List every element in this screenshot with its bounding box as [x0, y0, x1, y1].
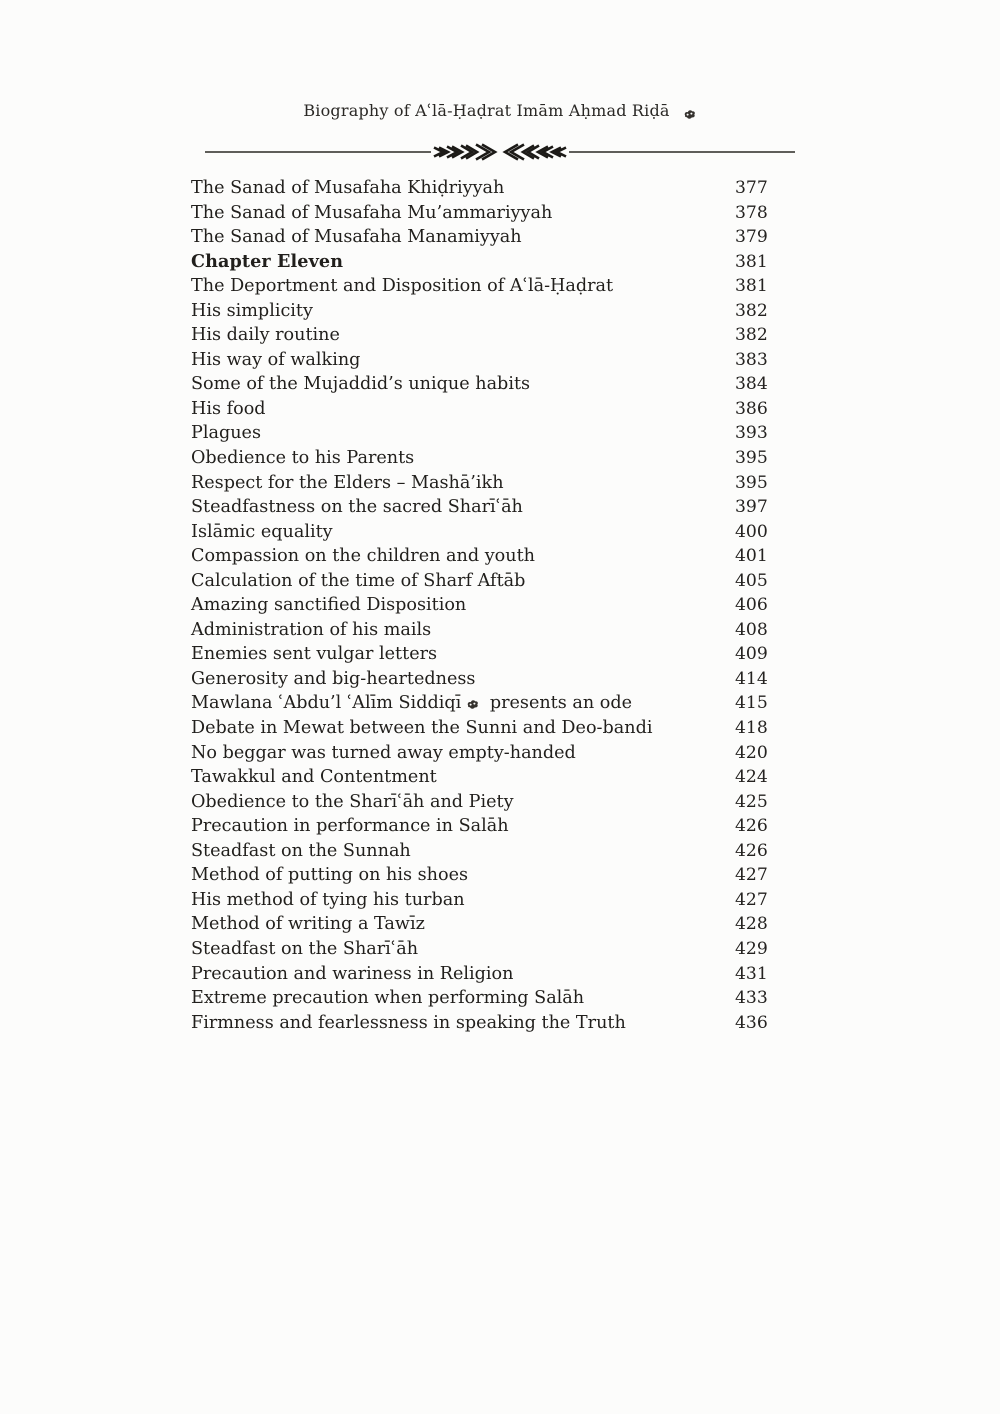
- toc-entry-page: 386: [735, 398, 768, 419]
- toc-entry-page: 427: [735, 889, 768, 910]
- toc-entry-page: 424: [735, 767, 768, 788]
- toc-entry-title: Firmness and fearlessness in speaking the Truth: [191, 1012, 626, 1033]
- toc-entry: [191, 495, 791, 520]
- toc-entry-title: Generosity and big-heartedness: [191, 668, 476, 689]
- toc-entry-page: 433: [735, 988, 768, 1009]
- toc-entry: [191, 446, 791, 471]
- toc-entry-title: The Deportment and Disposition of Aʿlā-Ḥaḍrat: [191, 276, 614, 297]
- toc-entry-title: Obedience to the Sharīʿāh and Piety: [191, 791, 514, 812]
- toc-entry-title: Some of the Mujaddid’s unique habits: [191, 374, 531, 395]
- toc-entry-title: His daily routine: [191, 325, 340, 346]
- toc-entry: [191, 544, 791, 569]
- toc-entry-page: 415: [735, 693, 768, 714]
- toc-entry-title: Obedience to his Parents: [191, 448, 415, 469]
- toc-entry-page: 409: [735, 644, 768, 665]
- toc-entry-title: Debate in Mewat between the Sunni and Deo-bandi: [191, 718, 653, 739]
- toc-entry: [191, 569, 791, 594]
- toc-entry-title: Method of writing a Tawīz: [191, 914, 425, 935]
- toc-entry: [191, 667, 791, 692]
- toc-entry: [191, 962, 791, 987]
- toc-entry-page: 381: [735, 251, 768, 272]
- toc-entry: [191, 201, 791, 226]
- toc-entry-page: 405: [735, 570, 768, 591]
- toc-entry-title: The Sanad of Musafaha Mu’ammariyyah: [191, 202, 553, 223]
- toc-entry-page: 428: [735, 914, 768, 935]
- toc-entry-page: 431: [735, 963, 768, 984]
- toc-entry-page: 381: [735, 276, 768, 297]
- toc-entry: [191, 520, 791, 545]
- toc-entry: [191, 937, 791, 962]
- toc-entry-page: 397: [735, 497, 768, 518]
- toc-entry-page: 382: [735, 300, 768, 321]
- toc-entry: [191, 397, 791, 422]
- honorific-seal-icon: [682, 107, 697, 120]
- toc-entry: [191, 176, 791, 201]
- toc-entry: [191, 299, 791, 324]
- toc-entry-page: 420: [735, 742, 768, 763]
- toc-entry-page: 395: [735, 448, 768, 469]
- toc-entry-title: His method of tying his turban: [191, 889, 465, 910]
- toc-entry-title: Tawakkul and Contentment: [191, 767, 437, 788]
- ornamental-divider: [205, 141, 795, 163]
- toc-entry-title: His simplicity: [191, 300, 313, 321]
- divider-ornament-icon: [205, 141, 795, 163]
- toc-entry-page: 425: [735, 791, 768, 812]
- toc-entry-title: Calculation of the time of Sharf Aftāb: [191, 570, 526, 591]
- toc-entry-page: 382: [735, 325, 768, 346]
- toc-entry-title: Enemies sent vulgar letters: [191, 644, 438, 665]
- toc-entry: [191, 716, 791, 741]
- toc-entry: [191, 912, 791, 937]
- toc-entry-title: The Sanad of Musafaha Manamiyyah: [191, 227, 522, 248]
- toc-entry-page: 393: [735, 423, 768, 444]
- toc-entry-page: 426: [735, 816, 768, 837]
- toc-entry-title: Plagues: [191, 423, 261, 444]
- toc-entry: [191, 765, 791, 790]
- toc-entry: [191, 372, 791, 397]
- toc-entry: [191, 814, 791, 839]
- toc-entry: [191, 421, 791, 446]
- toc-entry: [191, 642, 791, 667]
- toc-entry: [191, 618, 791, 643]
- toc-entry: [191, 986, 791, 1011]
- toc-entry-page: 436: [735, 1012, 768, 1033]
- toc-entry: [191, 250, 791, 275]
- toc-entry: [191, 741, 791, 766]
- toc-entry-title: Extreme precaution when performing Salāh: [191, 988, 585, 1009]
- toc-entry-title: Steadfast on the Sunnah: [191, 840, 411, 861]
- toc-entry-title: Mawlana ʿAbdu’l ʿAlīm Siddiqī presents an ode: [191, 693, 633, 714]
- toc-entry-title: Chapter Eleven: [191, 250, 344, 272]
- toc-entry-page: 427: [735, 865, 768, 886]
- toc-entry-page: 408: [735, 619, 768, 640]
- toc-entry-title: Steadfastness on the sacred Sharīʿāh: [191, 497, 523, 518]
- toc-entry-page: 414: [735, 668, 768, 689]
- toc-entry-title: Islāmic equality: [191, 521, 333, 542]
- header-honorific-slot: [676, 103, 697, 122]
- toc-entry-title: No beggar was turned away empty-handed: [191, 742, 576, 763]
- toc-entry-title: The Sanad of Musafaha Khiḍriyyah: [191, 178, 505, 198]
- toc-entry: [191, 225, 791, 250]
- running-header: [0, 101, 1000, 122]
- toc-entry: [191, 593, 791, 618]
- toc-entry-title: His way of walking: [191, 349, 361, 370]
- toc-entry: [191, 790, 791, 815]
- toc-entry-page: 395: [735, 472, 768, 493]
- toc-entry: [191, 471, 791, 496]
- toc-entry: [191, 323, 791, 348]
- running-header-title: Biography of Aʿlā-Ḥaḍrat Imām Aḥmad Riḍā: [303, 101, 670, 120]
- toc-entry-title: Precaution and wariness in Religion: [191, 963, 514, 984]
- toc-entry-title: Precaution in performance in Salāh: [191, 816, 509, 837]
- toc-entry-page: 429: [735, 938, 768, 959]
- toc-entry-title: His food: [191, 398, 266, 419]
- toc-entry-title: Steadfast on the Sharīʿāh: [191, 938, 419, 959]
- toc-entry-page: 426: [735, 840, 768, 861]
- toc-entry-page: 378: [735, 202, 768, 223]
- toc-entry-page: 383: [735, 349, 768, 370]
- toc-entry-page: 418: [735, 718, 768, 739]
- toc-entry: [191, 863, 791, 888]
- toc-entry: [191, 839, 791, 864]
- toc-entry-page: 377: [735, 178, 768, 198]
- toc-entry-page: 401: [735, 546, 768, 567]
- honorific-seal-icon: [465, 697, 480, 710]
- toc-entry-page: 379: [735, 227, 768, 248]
- table-of-contents: [191, 176, 791, 1035]
- toc-entry: [191, 348, 791, 373]
- toc-entry-title: Respect for the Elders – Mashā’ikh: [191, 472, 504, 493]
- toc-entry-page: 400: [735, 521, 768, 542]
- toc-entry-title: Compassion on the children and youth: [191, 546, 535, 567]
- toc-entry: [191, 1011, 791, 1036]
- toc-entry: [191, 274, 791, 299]
- toc-entry-page: 406: [735, 595, 768, 616]
- toc-entry-title: Method of putting on his shoes: [191, 865, 469, 886]
- toc-entry-title: Administration of his mails: [191, 619, 432, 640]
- toc-entry: [191, 691, 791, 716]
- toc-entry: [191, 888, 791, 913]
- toc-entry-page: 384: [735, 374, 768, 395]
- toc-entry-title: Amazing sanctified Disposition: [191, 595, 467, 616]
